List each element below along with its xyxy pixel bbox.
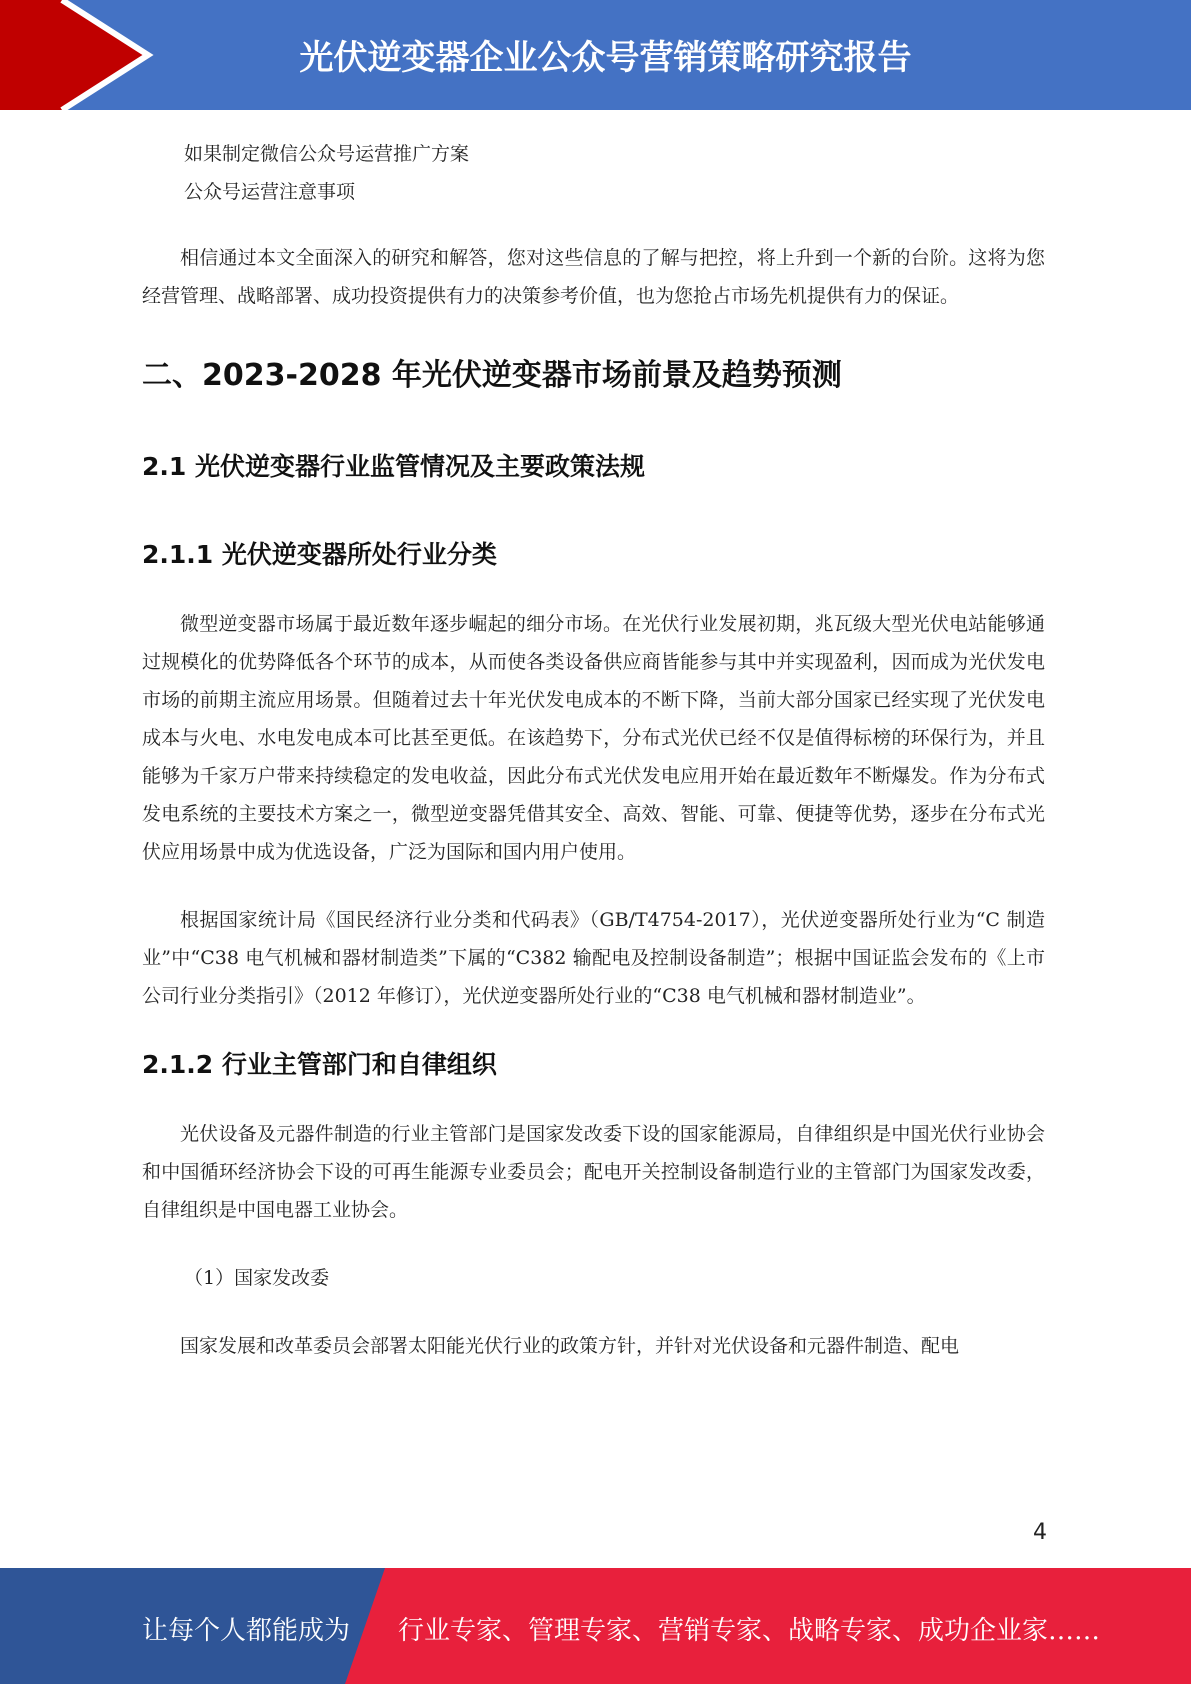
body-paragraph: 国家发展和改革委员会部署太阳能光伏行业的政策方针，并针对光伏设备和元器件制造、配电	[180, 1335, 960, 1357]
body-paragraph: 微型逆变器市场属于最近数年逐步崛起的细分市场。在光伏行业发展初期，兆瓦级大型光伏电站能够通过规模化的优势降低各个环节的成本，从而使各类设备供应商皆能参与其中并实现盈利，因而成为光伏发电市场的前期主流应用场景。但随着过去十年光伏发电成本的不断下降，当前大部分国家已经实现了光伏发电成本与火电、水电发电成本可比甚至更低。在该趋势下，分布式光伏已经不仅是值得标榜的环保行为，并且能够为千家万户带来持续稳定的发电收益，因此分布式光伏发电应用开始在最近数年不断爆发。作为分布式发电系统的主要技术方案之一，微型逆变器凭借其安全、高效、智能、可靠、便捷等优势，逐步在分布式光伏应用场景中成为优选设备，广泛为国际和国内用户使用。	[142, 613, 1045, 863]
body-paragraph: 光伏设备及元器件制造的行业主管部门是国家发改委下设的国家能源局，自律组织是中国光伏行业协会和中国循环经济协会下设的可再生能源专业委员会；配电开关控制设备制造行业的主管部门为国家发改委，自律组织是中国电器工业协会。	[142, 1123, 1045, 1221]
page-header	[0, 0, 1191, 110]
footer-tagline: 行业专家、管理专家、营销专家、战略专家、成功企业家……	[398, 1616, 1101, 1646]
body-paragraph: 根据国家统计局《国民经济行业分类和代码表》（GB/T4754-2017），光伏逆变器所处行业为“C 制造业”中“C38 电气机械和器材制造类”下属的“C382 输配电及控制设备制造”；根据中国证监会发布的《上市公司行业分类指引》（2012 年修订），光伏逆变器所处行业的“C38 电气机械和器材制造业”。	[142, 909, 1045, 1007]
subsection-heading: 2.1 光伏逆变器行业监管情况及主要政策法规	[142, 452, 645, 481]
sub-subsection-heading: 2.1.1 光伏逆变器所处行业分类	[142, 540, 497, 569]
footer-slogan: 让每个人都能成为	[142, 1616, 351, 1646]
page-number: 4	[1033, 1520, 1047, 1545]
section-heading: 二、2023-2028 年光伏逆变器市场前景及趋势预测	[142, 358, 842, 393]
report-title: 光伏逆变器企业公众号营销策略研究报告	[299, 38, 912, 78]
sub-item-label: （1）国家发改委	[184, 1267, 330, 1289]
page-content	[142, 135, 1045, 1365]
sub-subsection-heading: 2.1.2 行业主管部门和自律组织	[142, 1050, 497, 1079]
intro-paragraph: 相信通过本文全面深入的研究和解答，您对这些信息的了解与把控，将上升到一个新的台阶。这将为您经营管理、战略部署、成功投资提供有力的决策参考价值，也为您抢占市场先机提供有力的保证。	[142, 247, 1045, 307]
page-footer	[0, 1568, 1191, 1684]
list-item: 公众号运营注意事项	[184, 181, 356, 203]
list-item: 如果制定微信公众号运营推广方案	[184, 143, 470, 165]
